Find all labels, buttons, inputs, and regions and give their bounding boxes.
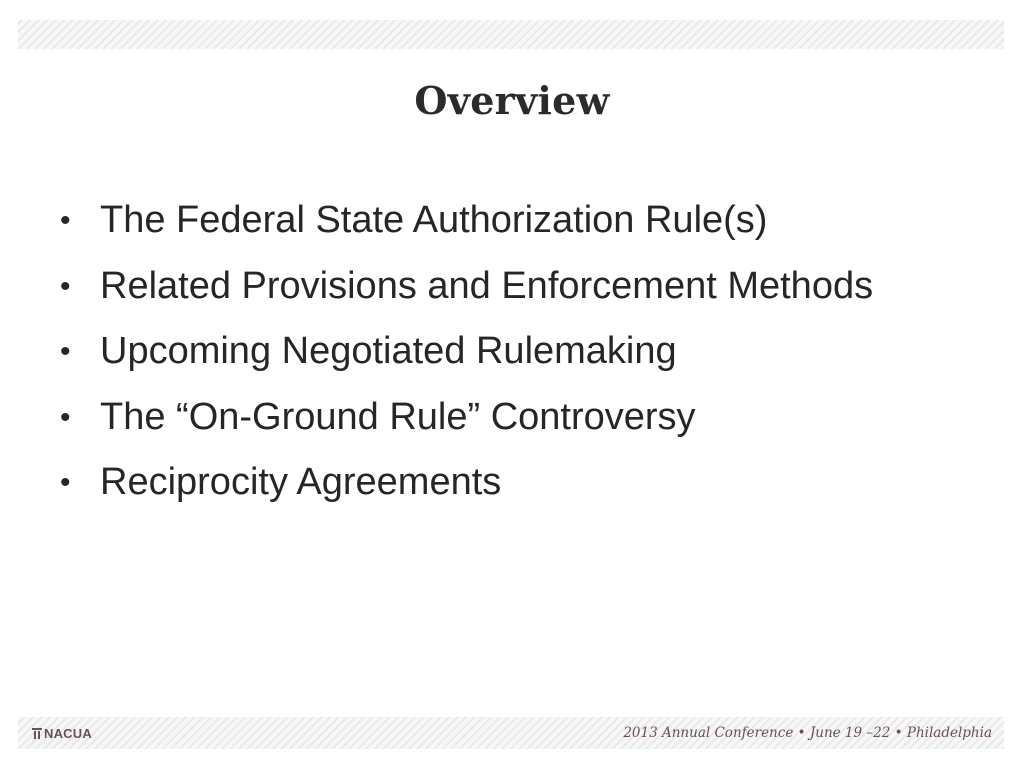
nacua-logo-icon — [32, 728, 42, 739]
bullet-text: The “On-Ground Rule” Controversy — [100, 395, 696, 438]
bullet-icon: • — [60, 400, 71, 434]
bullet-item — [58, 385, 873, 451]
bullet-text: Reciprocity Agreements — [100, 461, 502, 503]
top-decorative-stripe — [18, 20, 1004, 49]
bullet-icon: • — [60, 269, 71, 303]
nacua-logo-text: NACUA — [44, 726, 92, 741]
bullet-list — [58, 188, 873, 516]
nacua-logo — [32, 726, 92, 741]
bullet-icon: • — [60, 335, 71, 368]
bullet-text: Upcoming Negotiated Rulemaking — [100, 330, 677, 372]
bullet-icon: • — [60, 466, 71, 499]
bullet-text: The Federal State Authorization Rule(s) — [100, 199, 768, 241]
bullet-icon: • — [60, 204, 71, 237]
slide-title: Overview — [414, 78, 610, 123]
conference-footer-text: 2013 Annual Conference • June 19 –22 • Philadelphia — [623, 725, 992, 741]
bullet-item — [58, 319, 873, 385]
bullet-item — [58, 450, 873, 516]
bullet-item — [58, 188, 873, 254]
bullet-text: Related Provisions and Enforcement Methods — [100, 264, 874, 307]
bullet-item — [58, 254, 873, 320]
